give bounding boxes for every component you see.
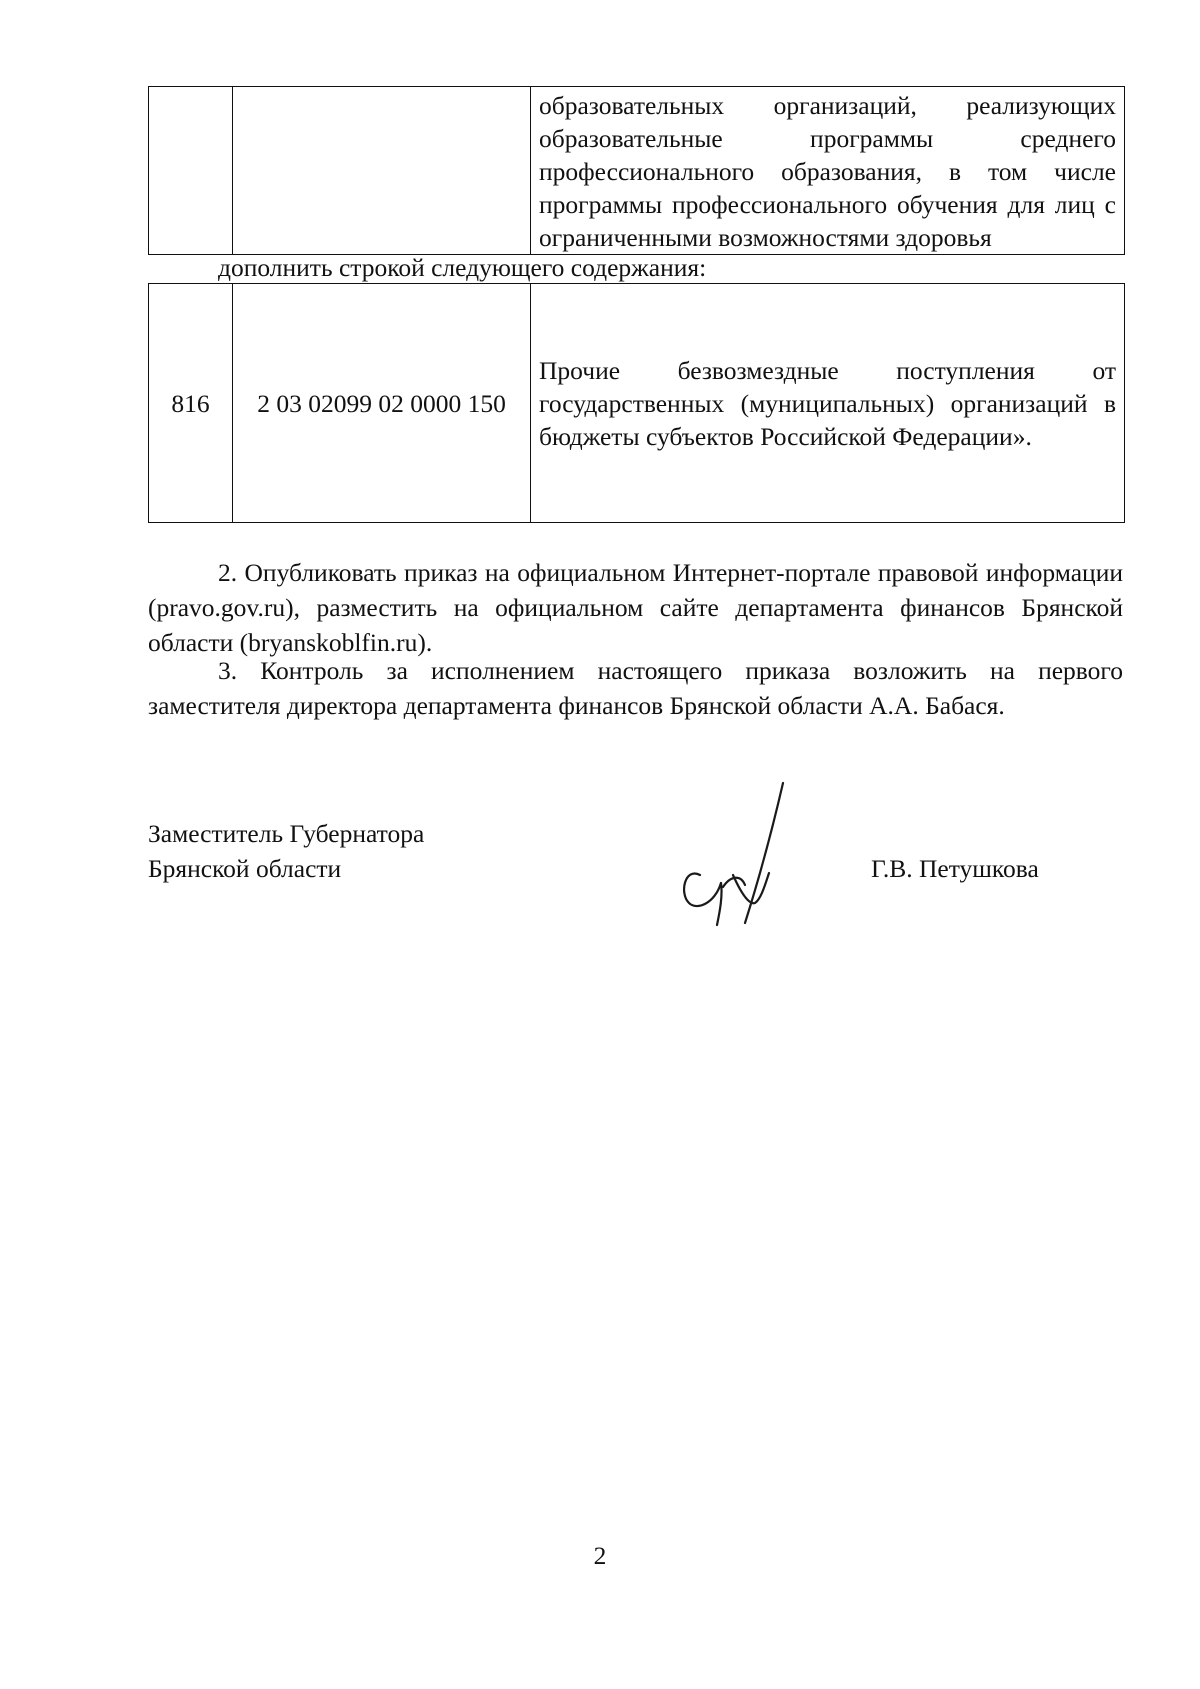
table-row <box>149 87 1125 255</box>
budget-codes-table-continued <box>148 86 1125 255</box>
admin-code-cell: 816 <box>149 284 233 523</box>
paragraph-2: 2. Опубликовать приказ на официальном Интернет-портале правовой информации (pravo.gov.ru), разместить на официальном сайте департамента финансов Брянской области (bryanskoblfin.ru). <box>148 558 1123 657</box>
signatory-name: Г.В. Петушкова <box>871 854 1039 883</box>
table-row <box>149 284 1125 523</box>
description-cell: образовательных организаций, реализующих образовательные программы среднего профессионального образования, в том числе программы профессионального обучения для лиц с ограниченными возможностями здоровья <box>531 87 1125 255</box>
description-cell: Прочие безвозмездные поступления от государственных (муниципальных) организаций в бюджеты субъектов Российской Федерации». <box>531 284 1125 523</box>
signatory-position-line2: Брянской области <box>148 854 342 883</box>
page-number: 2 <box>593 1541 607 1570</box>
budget-codes-table-new-row <box>148 283 1125 523</box>
handwritten-signature-icon <box>675 775 795 935</box>
income-code-cell: 2 03 02099 02 0000 150 <box>233 284 531 523</box>
paragraph-3: 3. Контроль за исполнением настоящего приказа возложить на первого заместителя директора департамента финансов Брянской области А.А. Бабася. <box>148 656 1123 720</box>
add-line-text: дополнить строкой следующего содержания: <box>218 253 707 282</box>
signatory-position <box>148 816 424 886</box>
income-code-cell <box>233 87 531 255</box>
signatory-position-line1: Заместитель Губернатора <box>148 819 425 848</box>
admin-code-cell <box>149 87 233 255</box>
